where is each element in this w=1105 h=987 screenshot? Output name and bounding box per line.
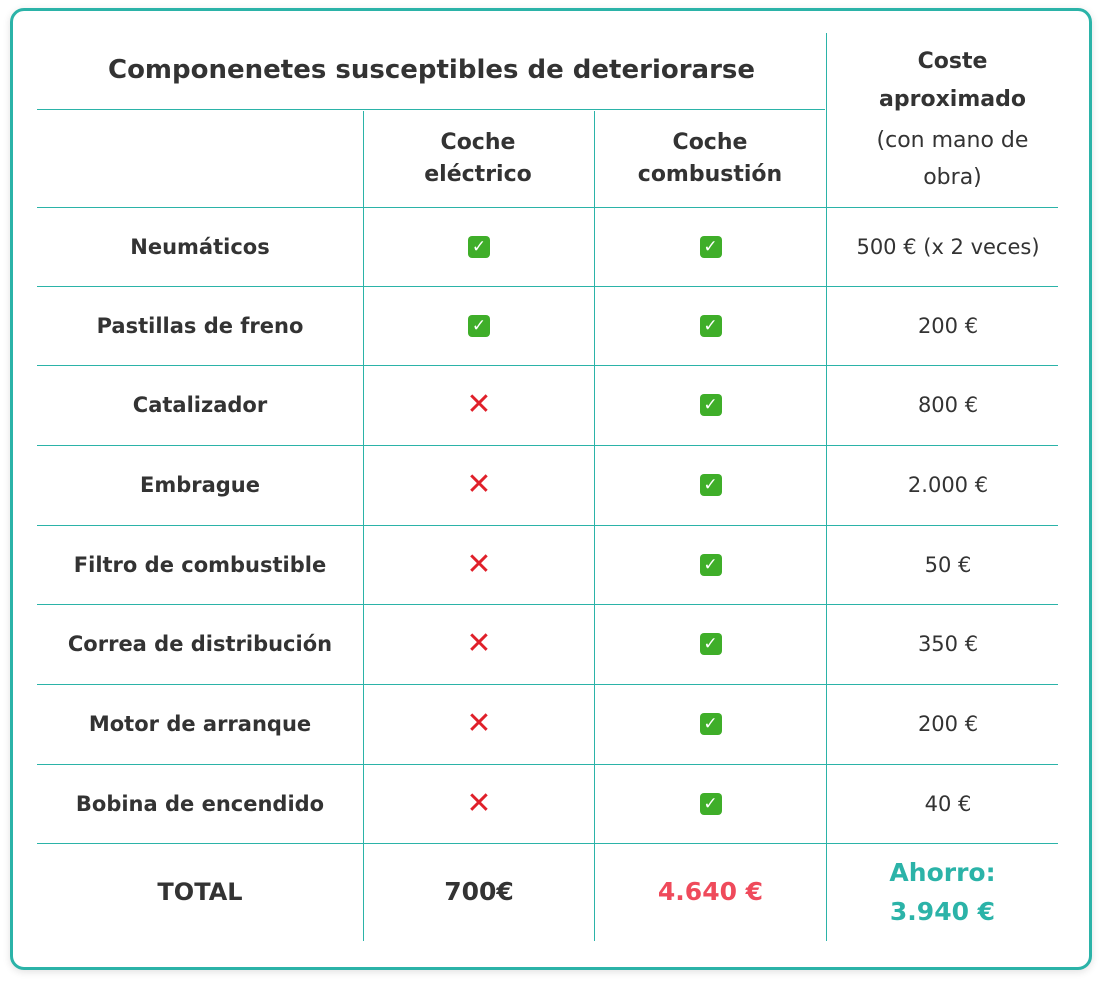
cost-cell: 50 €: [924, 552, 972, 577]
column-header-cost: [830, 33, 1075, 207]
cross-icon: ✕: [466, 626, 492, 661]
combustion-cell: [595, 366, 826, 444]
electric-cell: [364, 287, 594, 365]
cost-cell: 500 € (x 2 veces): [856, 234, 1040, 259]
column-header-combustion: Coche combustión: [637, 130, 783, 187]
row-label: Neumáticos: [130, 234, 270, 259]
check-icon: ✓: [700, 633, 722, 655]
electric-cell: [364, 208, 594, 286]
row-label: Embrague: [139, 472, 260, 497]
check-icon: ✓: [700, 474, 722, 496]
cost-cell: 350 €: [917, 631, 979, 656]
check-icon: ✓: [700, 713, 722, 735]
cross-icon: ✕: [466, 547, 492, 582]
row-label: Pastillas de freno: [96, 313, 304, 338]
combustion-cell: [595, 765, 826, 843]
row-label: Catalizador: [132, 392, 268, 417]
cost-note: (con mano de obra): [876, 128, 1029, 191]
combustion-cell: [595, 208, 826, 286]
cross-icon: ✕: [466, 786, 492, 821]
total-combustion: 4.640 €: [657, 877, 764, 907]
electric-cell: [364, 685, 594, 763]
check-icon: ✓: [700, 236, 722, 258]
cost-cell: 200 €: [917, 711, 979, 736]
row-label: Filtro de combustible: [73, 552, 327, 577]
cost-title: Coste aproximado: [879, 49, 1026, 112]
cost-cell: 200 €: [917, 313, 979, 338]
saving-label: Ahorro:: [889, 857, 996, 887]
combustion-cell: [595, 446, 826, 524]
combustion-cell: [595, 287, 826, 365]
column-header-electric: Coche eléctrico: [424, 130, 532, 187]
electric-cell: [364, 526, 594, 604]
cross-icon: ✕: [466, 467, 492, 502]
check-icon: ✓: [700, 315, 722, 337]
cost-cell: 2.000 €: [907, 472, 989, 497]
row-label: Motor de arranque: [88, 711, 312, 736]
cross-icon: ✕: [466, 387, 492, 422]
check-icon: ✓: [468, 236, 490, 258]
electric-cell: [364, 605, 594, 683]
combustion-cell: [595, 685, 826, 763]
cost-cell: 800 €: [917, 392, 979, 417]
check-icon: ✓: [700, 394, 722, 416]
check-icon: ✓: [700, 793, 722, 815]
row-label: Bobina de encendido: [75, 791, 325, 816]
cross-icon: ✕: [466, 706, 492, 741]
electric-cell: [364, 765, 594, 843]
electric-cell: [364, 366, 594, 444]
combustion-cell: [595, 605, 826, 683]
total-electric: 700€: [444, 877, 514, 907]
table-title: Componenetes susceptibles de deteriorarse: [107, 55, 756, 86]
total-label: TOTAL: [157, 878, 243, 907]
total-saving: [827, 844, 1058, 941]
check-icon: ✓: [700, 554, 722, 576]
combustion-cell: [595, 526, 826, 604]
saving-value: 3.940 €: [889, 896, 996, 926]
cost-cell: 40 €: [924, 791, 972, 816]
electric-cell: [364, 446, 594, 524]
check-icon: ✓: [468, 315, 490, 337]
row-label: Correa de distribución: [67, 631, 333, 656]
divider: [37, 109, 825, 110]
